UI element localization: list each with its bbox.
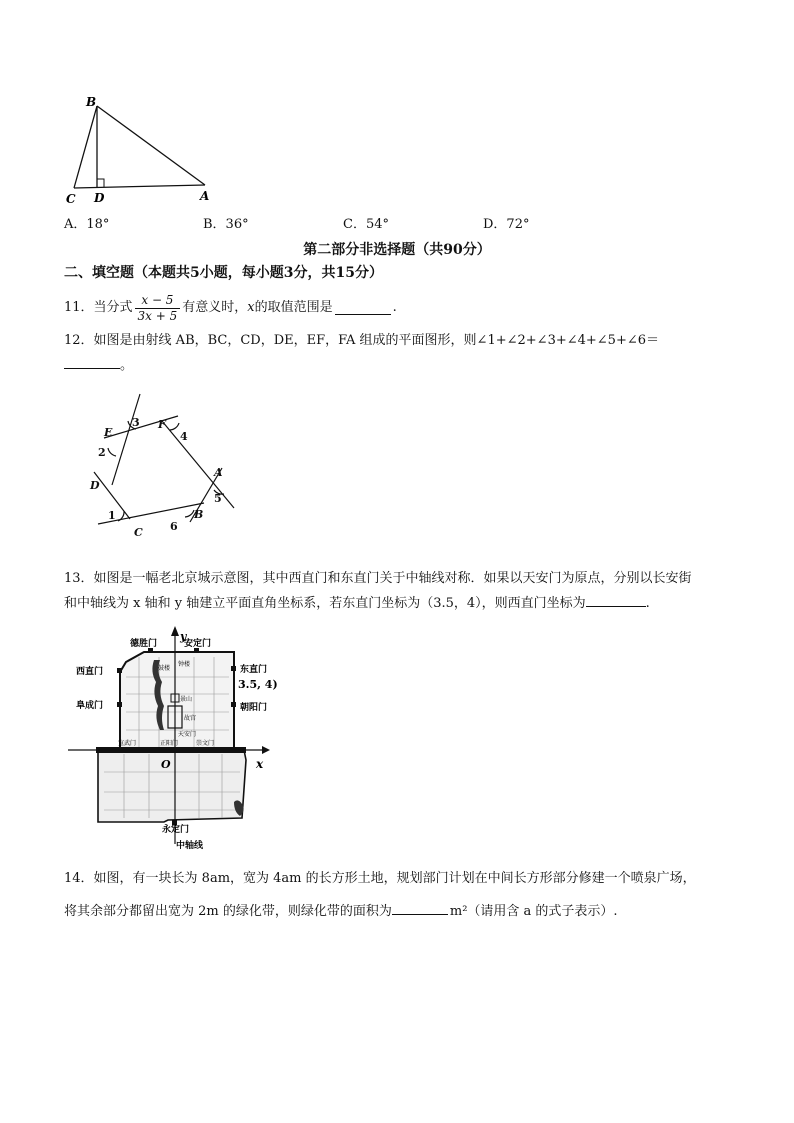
deshengmen-label: 德胜门 [130,639,158,649]
q11-var: x [247,300,255,315]
q14-unit: m² [449,904,468,919]
q11-mid: 有意义时， [182,300,248,315]
question-11 [64,288,397,328]
q11-prefix: 11．当分式 [64,300,133,315]
label-a: A [200,189,210,203]
q13-answer-blank[interactable] [586,594,646,607]
hex-num-4: 4 [180,430,188,443]
arc-6 [185,510,194,517]
y-axis-arrow [171,626,179,636]
option-c: C．54° [343,217,389,232]
triangle-figure [60,92,220,210]
ray-fa [162,421,234,508]
origin-label: O [161,758,171,771]
q11-end: . [392,300,397,315]
x-axis-label: x [256,757,264,771]
option-b: B．36° [203,217,249,232]
section2-title: 二、填空题（本题共5小题，每小题3分，共15分） [64,265,383,281]
gugong-label: 故宫 [184,715,197,722]
q11-answer-blank[interactable] [335,302,391,315]
axis-name-label: 中轴线 [176,841,204,851]
y-axis-label: y [180,630,187,643]
q11-suffix: 的取值范围是 [254,300,333,315]
arc-2 [108,448,116,456]
zhonglou-label: 钟楼 [178,661,191,668]
dongzhimen-label: 东直门 [240,665,268,675]
q11-numerator: x − 5 [135,293,181,309]
q14-answer-blank[interactable] [392,902,448,915]
beijing-map-figure [64,622,296,852]
outer-city-wall [98,750,246,822]
hex-label-d: D [90,479,100,492]
q11-denominator: 3x + 5 [137,308,178,323]
jingshan-label: 景山 [180,696,193,703]
triangle-side-ba [97,106,205,185]
q14-line2 [64,902,618,921]
q14-line2-tail: （请用含 a 的式子表示）. [467,904,618,919]
chaoyangmen-label: 朝阳门 [240,703,268,713]
yongdingmen-label: 永定门 [162,825,190,835]
label-d: D [94,191,105,205]
hexagon-rays-figure [78,390,242,550]
hex-num-3: 3 [132,416,140,429]
xuanwumen-label: 宣武门 [118,740,137,747]
hex-num-2: 2 [98,446,106,459]
hex-label-f: F [158,418,166,431]
q13-line2 [64,594,650,613]
xizhimen-label: 西直门 [76,667,104,677]
label-c: C [66,192,76,206]
triangle-side-bc [74,106,97,188]
hex-num-1: 1 [108,509,116,522]
fuchengmen-label: 阜成门 [76,701,104,711]
q14-line1: 14．如图，有一块长为 8am，宽为 4am 的长方形土地，规划部门计划在中间长方形部分修建一个喷泉广场， [64,871,696,886]
inner-city-wall [120,652,234,750]
x-axis-arrow [262,746,270,754]
hex-label-e: E [104,426,113,439]
label-b: B [86,95,97,109]
right-angle-mark [97,179,104,187]
part2-title: 第二部分非选择题（共90分） [303,242,491,258]
arc-4 [170,423,179,430]
hex-num-6: 6 [170,520,178,533]
option-a: A．18° [64,217,110,232]
hex-label-a: A [214,466,223,479]
ray-de [112,394,140,485]
q13-line2-text: 和中轴线为 x 轴和 y 轴建立平面直角坐标系，若东直门坐标为（3.5，4），则西直门坐标为 [64,596,586,611]
zhengyangmen-label: 正阳门 [160,740,179,747]
gulou-label: 鼓楼 [158,665,171,672]
q13-end: . [645,596,650,611]
hex-label-c: C [134,526,143,539]
q12-line2 [64,356,133,375]
tiananmen-label: 天安门 [178,731,197,738]
q13-line1: 13．如图是一幅老北京城示意图，其中西直门和东直门关于中轴线对称．如果以天安门为原点，分别以长安街 [64,571,692,586]
andingmen-label: 安定门 [184,639,212,649]
option-d: D．72° [483,217,530,232]
q11-fraction [135,293,181,324]
q12-answer-blank[interactable] [64,356,120,369]
dongzhimen-coord: 3.5, 4) [238,678,278,691]
chongwenmen-label: 崇文门 [196,740,215,747]
q14-line2-text: 将其余部分都留出宽为 2m 的绿化带，则绿化带的面积为 [64,904,392,919]
hex-num-5: 5 [214,492,222,505]
hex-label-b: B [194,508,204,521]
triangle-side-ca [74,185,205,188]
q12-end: 。 [120,358,134,373]
q12-line1: 12．如图是由射线 AB，BC，CD，DE，EF，FA 组成的平面图形，则∠1+∠2+∠3+∠4+∠5+∠6＝ [64,333,660,348]
